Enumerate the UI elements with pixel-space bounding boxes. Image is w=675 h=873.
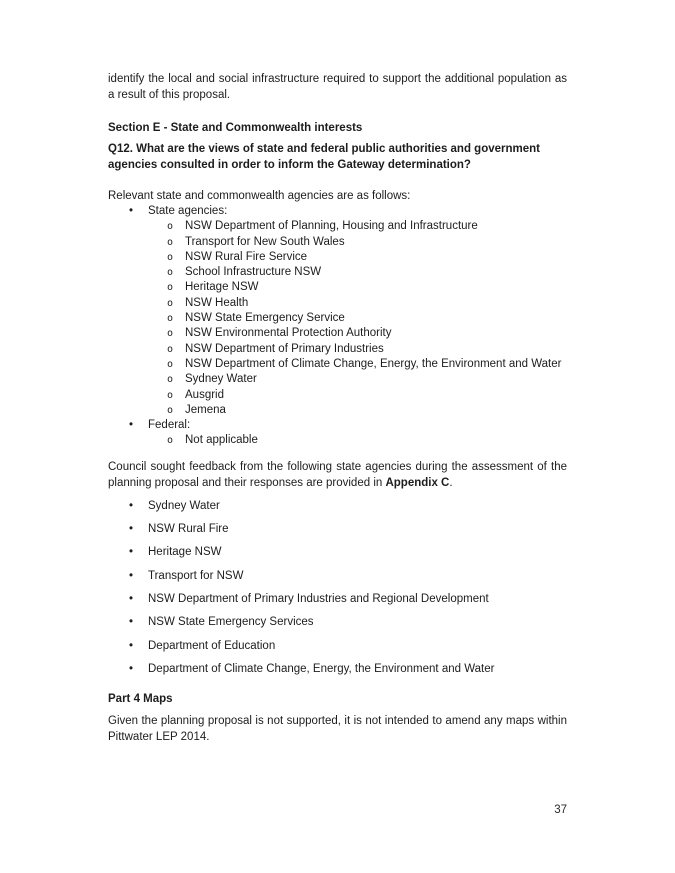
list-item <box>108 219 567 234</box>
list-item <box>108 403 567 418</box>
list-item <box>108 342 567 357</box>
agencies-intro-paragraph: Relevant state and commonwealth agencies are as follows: <box>108 190 411 202</box>
agencies-list <box>108 204 567 449</box>
list-item-label: NSW State Emergency Service <box>185 312 345 325</box>
bullet-icon: • <box>129 499 134 512</box>
intro-paragraph: identify the local and social infrastructure required to support the additional population as a result of this proposal. <box>108 73 567 101</box>
list-item <box>108 499 567 514</box>
list-item <box>108 204 567 219</box>
list-item <box>108 418 567 433</box>
list-item-label: NSW Environmental Protection Authority <box>185 327 392 340</box>
list-item-label: NSW Department of Primary Industries <box>185 342 384 355</box>
list-item <box>108 662 567 677</box>
circle-bullet-icon: o <box>167 282 174 294</box>
feedback-paragraph <box>108 459 567 491</box>
list-item <box>108 545 567 560</box>
list-item-label: Heritage NSW <box>185 281 259 294</box>
list-item <box>108 235 567 250</box>
list-item <box>108 522 567 537</box>
bullet-icon: • <box>129 592 134 605</box>
part4-maps-heading: Part 4 Maps <box>108 693 173 706</box>
circle-bullet-icon: o <box>167 221 174 233</box>
list-item <box>108 280 567 295</box>
circle-bullet-icon: o <box>167 435 174 447</box>
list-item-label: Not applicable <box>185 434 258 447</box>
list-item-label: Department of Education <box>148 639 276 652</box>
list-item-label: NSW Department of Climate Change, Energy, the Environment and Water <box>185 357 562 370</box>
bullet-icon: • <box>129 616 134 629</box>
circle-bullet-icon: o <box>167 328 174 340</box>
bullet-icon: • <box>129 205 134 217</box>
list-item-label: NSW Rural Fire Service <box>185 250 308 263</box>
list-item <box>108 250 567 265</box>
question-q12-heading: Q12. What are the views of state and federal public authorities and government agencies consulted in order to inform the Gateway determination? <box>108 143 540 171</box>
list-item-label: NSW Health <box>185 296 249 309</box>
circle-bullet-icon: o <box>167 358 174 370</box>
list-item <box>108 357 567 372</box>
section-e-heading: Section E - State and Commonwealth interests <box>108 122 363 134</box>
list-item <box>108 592 567 607</box>
circle-bullet-icon: o <box>167 267 174 279</box>
circle-bullet-icon: o <box>167 389 174 401</box>
feedback-text-after: . <box>449 476 453 489</box>
bullet-icon: • <box>129 546 134 559</box>
circle-bullet-icon: o <box>167 297 174 309</box>
list-item <box>108 265 567 280</box>
list-item <box>108 433 567 448</box>
list-item-label: NSW Department of Primary Industries and Regional Development <box>148 592 489 605</box>
list-item <box>108 372 567 387</box>
list-item-label: School Infrastructure NSW <box>185 266 322 279</box>
list-item-label: Department of Climate Change, Energy, the Environment and Water <box>148 662 495 675</box>
bullet-icon: • <box>129 419 134 432</box>
circle-bullet-icon: o <box>167 404 174 416</box>
bullet-icon: • <box>129 523 134 536</box>
circle-bullet-icon: o <box>167 313 174 325</box>
page-content <box>108 71 567 745</box>
list-item-label: Transport for NSW <box>148 569 244 582</box>
list-item <box>108 296 567 311</box>
circle-bullet-icon: o <box>167 343 174 355</box>
list-item-label: Transport for New South Wales <box>185 235 345 248</box>
list-item <box>108 326 567 341</box>
part4-paragraph: Given the planning proposal is not supported, it is not intended to amend any maps within Pittwater LEP 2014. <box>108 715 567 744</box>
feedback-text-before: Council sought feedback from the following state agencies during the assessment of the planning proposal and their responses are provided in <box>108 460 567 489</box>
circle-bullet-icon: o <box>167 374 174 386</box>
feedback-agencies-list <box>108 499 567 677</box>
circle-bullet-icon: o <box>167 236 174 248</box>
list-item-label: State agencies: <box>148 205 228 217</box>
page-number: 37 <box>554 804 567 816</box>
list-item <box>108 569 567 584</box>
list-item <box>108 615 567 630</box>
list-item-label: Sydney Water <box>148 499 220 512</box>
list-item-label: Ausgrid <box>185 388 224 401</box>
list-item-label: NSW Rural Fire <box>148 523 229 536</box>
bullet-icon: • <box>129 662 134 675</box>
bullet-icon: • <box>129 639 134 652</box>
bullet-icon: • <box>129 569 134 582</box>
list-item <box>108 639 567 654</box>
circle-bullet-icon: o <box>167 251 174 263</box>
appendix-c-reference: Appendix C <box>385 476 450 489</box>
list-item-label: Heritage NSW <box>148 546 222 559</box>
list-item-label: NSW State Emergency Services <box>148 616 314 629</box>
list-item <box>108 388 567 403</box>
list-item-label: Sydney Water <box>185 373 257 386</box>
list-item-label: Jemena <box>185 403 226 416</box>
list-item-label: Federal: <box>148 419 191 432</box>
list-item-label: NSW Department of Planning, Housing and Infrastructure <box>185 220 478 233</box>
list-item <box>108 311 567 326</box>
